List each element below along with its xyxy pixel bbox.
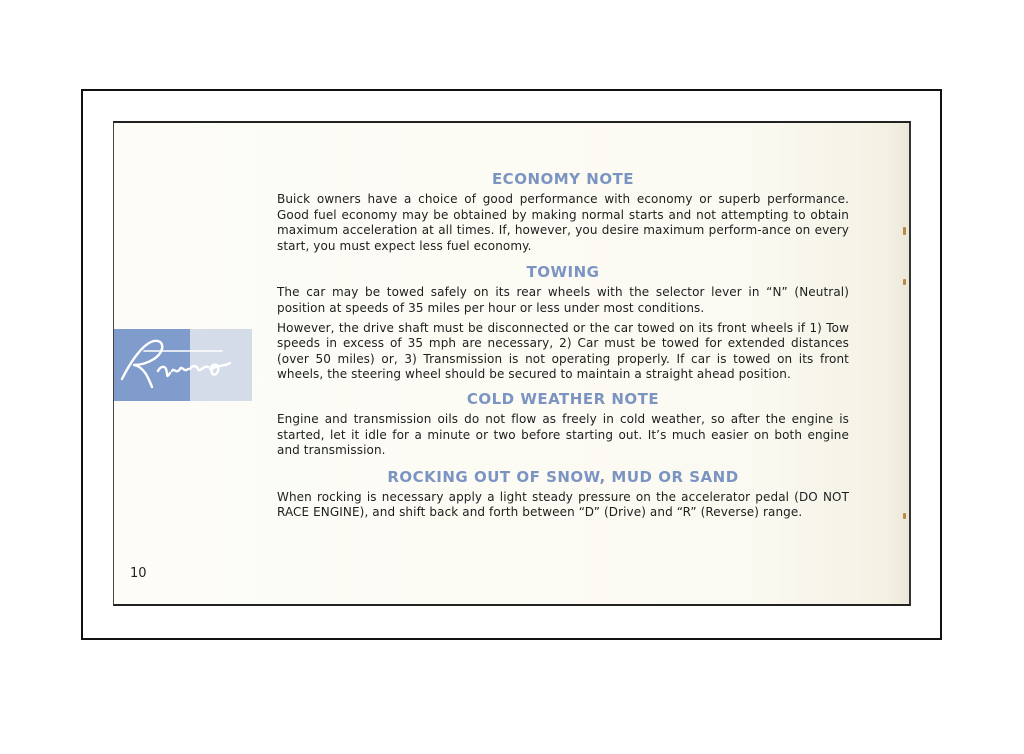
heading-cold-weather-note: COLD WEATHER NOTE xyxy=(466,389,660,408)
manual-page xyxy=(113,121,911,606)
page-content xyxy=(277,169,849,521)
heading-towing: TOWING xyxy=(526,263,600,282)
heading-rocking: ROCKING OUT OF SNOW, MUD OR SAND xyxy=(387,467,739,486)
paragraph-towing-2: However, the drive shaft must be disconnected or the car towed on its front wheels if 1) Tow speeds in excess of 35 mph are necessary, 2) Car must be towed for extended distances (over 50 miles) or, 3) Transmission is not operating properly. If car is towed on its front wheels, the steering wheel should be secured to maintain a straight ahead position. xyxy=(277,320,849,382)
binding-mark xyxy=(903,227,906,235)
riviera-script-icon xyxy=(114,329,252,401)
binding-mark xyxy=(903,279,906,285)
paragraph-towing-1: The car may be towed safely on its rear wheels with the selector lever in “N” (Neutral) position at speeds of 35 miles per hour or less under most conditions. xyxy=(277,285,849,315)
paragraph-cold-weather: Engine and transmission oils do not flow as freely in cold weather, so after the engine is started, let it idle for a minute or two before starting out. It’s much easier on both engine and transmission. xyxy=(277,411,849,458)
paragraph-rocking: When rocking is necessary apply a light steady pressure on the accelerator pedal (DO NOT RACE ENGINE), and shift back and forth between “D” (Drive) and “R” (Reverse) range. xyxy=(277,489,849,520)
heading-economy-note: ECONOMY NOTE xyxy=(491,170,635,188)
paragraph-economy: Buick owners have a choice of good performance with economy or superb performance. Good fuel economy may be obtained by making normal starts and not attempting to obtain maximum acceleration at all times. If, however, you desire maximum perform-ance on every start, you must expect less fuel economy. xyxy=(277,192,849,253)
binding-mark xyxy=(903,513,906,519)
page-number: 10 xyxy=(130,566,147,581)
riviera-logo xyxy=(114,329,252,401)
